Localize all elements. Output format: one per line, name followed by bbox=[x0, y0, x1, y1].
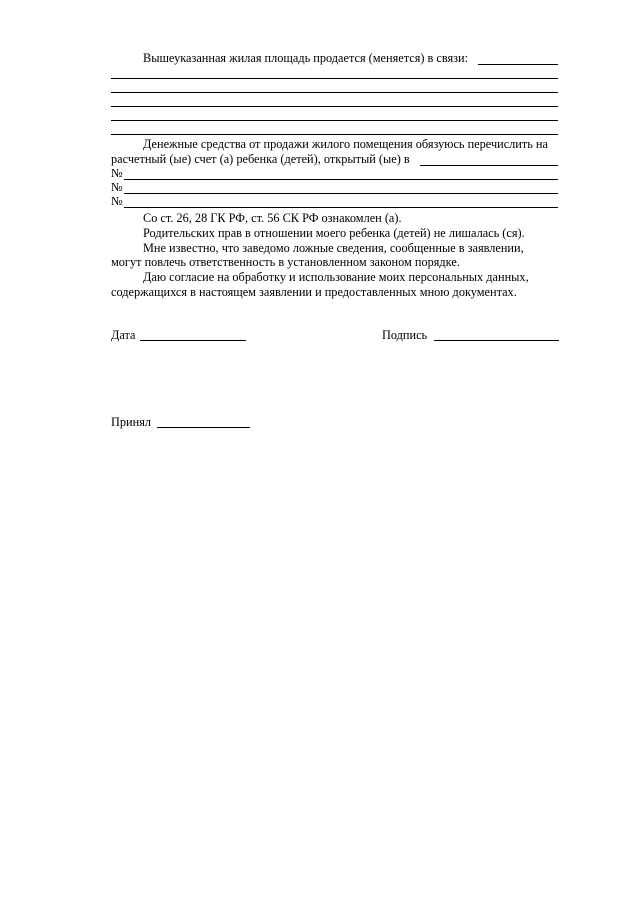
sale-reason-blank-line-4 bbox=[111, 120, 558, 121]
account-number-label-2: № bbox=[111, 180, 123, 194]
signature-blank bbox=[434, 340, 559, 341]
account-number-label-1: № bbox=[111, 166, 123, 180]
funds-text-line-1: Денежные средства от продажи жилого помещения обязуюсь перечислить на bbox=[143, 137, 548, 151]
accepted-label: Принял bbox=[111, 415, 151, 429]
account-number-blank-1 bbox=[124, 179, 558, 180]
account-number-blank-2 bbox=[124, 193, 558, 194]
sale-reason-blank-line-3 bbox=[111, 106, 558, 107]
account-number-label-3: № bbox=[111, 194, 123, 208]
consent-line-2: содержащихся в настоящем заявлении и предоставленных мною документах. bbox=[111, 285, 517, 299]
accepted-blank bbox=[157, 427, 250, 428]
funds-text-line-2: расчетный (ые) счет (а) ребенка (детей), открытый (ые) в bbox=[111, 152, 410, 166]
sale-reason-blank-line-1 bbox=[111, 78, 558, 79]
false-info-line-2: могут повлечь ответственность в установленном законом порядке. bbox=[111, 255, 460, 269]
bank-name-blank bbox=[420, 165, 558, 166]
sale-reason-text: Вышеуказанная жилая площадь продается (меняется) в связи: bbox=[143, 51, 469, 65]
sale-reason-blank bbox=[478, 64, 558, 65]
date-blank bbox=[140, 340, 246, 341]
sale-reason-blank-line-2 bbox=[111, 92, 558, 93]
signature-label: Подпись bbox=[382, 328, 428, 342]
parental-rights-statement: Родительских прав в отношении моего ребенка (детей) не лишалась (ся). bbox=[143, 226, 525, 240]
account-number-blank-3 bbox=[124, 207, 558, 208]
sale-reason-blank-line-5 bbox=[111, 134, 558, 135]
false-info-line-1: Мне известно, что заведомо ложные сведения, сообщенные в заявлении, bbox=[143, 241, 524, 255]
date-label: Дата bbox=[111, 328, 136, 342]
consent-line-1: Даю согласие на обработку и использование моих персональных данных, bbox=[143, 270, 529, 284]
acquainted-statement: Со ст. 26, 28 ГК РФ, ст. 56 СК РФ ознакомлен (а). bbox=[143, 211, 402, 225]
